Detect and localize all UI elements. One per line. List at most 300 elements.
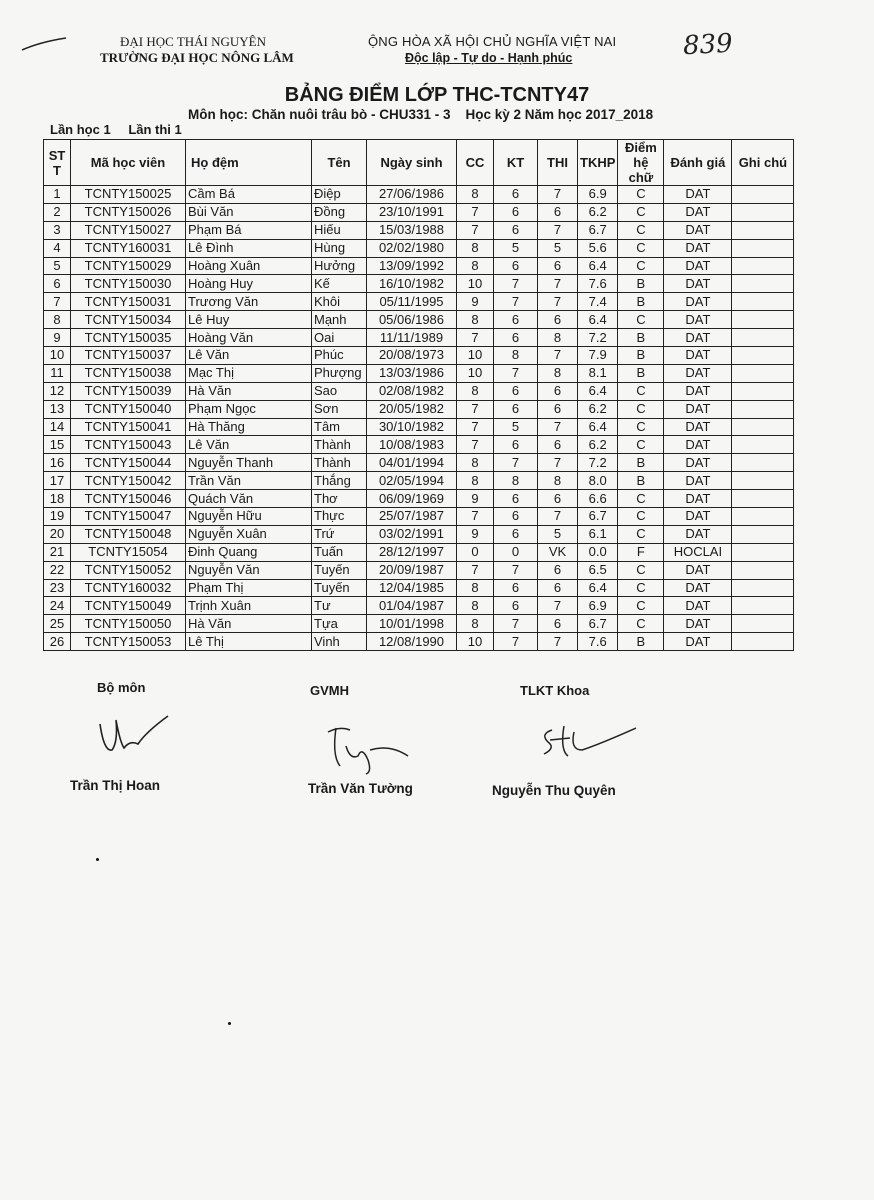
cell-student-id: TCNTY150049: [71, 597, 186, 615]
signature-title-lecturer: GVMH: [310, 683, 349, 698]
column-header-first-name: Tên: [312, 140, 367, 186]
cell-note: [732, 615, 794, 633]
cell-tkhp: 6.5: [578, 561, 618, 579]
cell-student-id: TCNTY150040: [71, 400, 186, 418]
cell-note: [732, 329, 794, 347]
cell-letter-grade: C: [618, 490, 664, 508]
cell-birth-date: 10/08/1983: [367, 436, 457, 454]
cell-middle-name: Trần Văn: [186, 472, 312, 490]
cell-student-id: TCNTY150029: [71, 257, 186, 275]
cell-cc: 7: [457, 561, 494, 579]
cell-middle-name: Lê Huy: [186, 311, 312, 329]
cell-student-id: TCNTY150053: [71, 633, 186, 651]
cell-tkhp: 6.4: [578, 257, 618, 275]
cell-kt: 8: [494, 472, 538, 490]
pen-stroke-mark: [20, 36, 70, 52]
cell-stt: 26: [44, 633, 71, 651]
cell-cc: 7: [457, 418, 494, 436]
cell-kt: 7: [494, 293, 538, 311]
signature-name-department: Trần Thị Hoan: [70, 778, 161, 793]
cell-letter-grade: C: [618, 579, 664, 597]
cell-note: [732, 454, 794, 472]
cell-kt: 5: [494, 418, 538, 436]
table-row: [44, 239, 794, 257]
column-header-kt: KT: [494, 140, 538, 186]
cell-letter-grade: C: [618, 186, 664, 204]
cell-kt: 6: [494, 257, 538, 275]
cell-letter-grade: C: [618, 436, 664, 454]
cell-birth-date: 28/12/1997: [367, 543, 457, 561]
cell-cc: 8: [457, 257, 494, 275]
column-header-middle-name: Họ đệm: [186, 140, 312, 186]
cell-middle-name: Trương Văn: [186, 293, 312, 311]
cell-middle-name: Đinh Quang: [186, 543, 312, 561]
signature-department: [90, 712, 180, 762]
cell-note: [732, 543, 794, 561]
cell-student-id: TCNTY150048: [71, 525, 186, 543]
cell-stt: 12: [44, 382, 71, 400]
cell-note: [732, 525, 794, 543]
table-row: [44, 364, 794, 382]
table-row: [44, 490, 794, 508]
attempt-line: [50, 122, 196, 137]
cell-student-id: TCNTY150038: [71, 364, 186, 382]
cell-evaluation: DAT: [664, 382, 732, 400]
cell-first-name: Sao: [312, 382, 367, 400]
cell-thi: 6: [538, 436, 578, 454]
column-header-tkhp: TKHP: [578, 140, 618, 186]
column-header-student-id: Mã học viên: [71, 140, 186, 186]
cell-thi: 5: [538, 525, 578, 543]
cell-note: [732, 203, 794, 221]
cell-student-id: TCNTY150037: [71, 347, 186, 365]
cell-first-name: Thành: [312, 454, 367, 472]
cell-note: [732, 382, 794, 400]
table-row: [44, 525, 794, 543]
cell-letter-grade: C: [618, 418, 664, 436]
cell-cc: 7: [457, 436, 494, 454]
table-row: [44, 203, 794, 221]
cell-student-id: TCNTY15054: [71, 543, 186, 561]
cell-evaluation: DAT: [664, 293, 732, 311]
cell-thi: 8: [538, 364, 578, 382]
cell-note: [732, 239, 794, 257]
cell-kt: 8: [494, 347, 538, 365]
table-row: [44, 257, 794, 275]
cell-evaluation: DAT: [664, 597, 732, 615]
cell-birth-date: 06/09/1969: [367, 490, 457, 508]
cell-evaluation: DAT: [664, 221, 732, 239]
cell-thi: 7: [538, 186, 578, 204]
cell-tkhp: 7.6: [578, 633, 618, 651]
cell-kt: 7: [494, 633, 538, 651]
cell-evaluation: DAT: [664, 186, 732, 204]
column-header-cc: CC: [457, 140, 494, 186]
cell-birth-date: 20/08/1973: [367, 347, 457, 365]
cell-stt: 4: [44, 239, 71, 257]
cell-letter-grade: C: [618, 561, 664, 579]
cell-student-id: TCNTY150041: [71, 418, 186, 436]
cell-evaluation: DAT: [664, 329, 732, 347]
cell-cc: 7: [457, 508, 494, 526]
table-row: [44, 543, 794, 561]
cell-stt: 14: [44, 418, 71, 436]
cell-letter-grade: C: [618, 221, 664, 239]
cell-birth-date: 13/03/1986: [367, 364, 457, 382]
cell-cc: 10: [457, 275, 494, 293]
cell-note: [732, 597, 794, 615]
cell-cc: 9: [457, 525, 494, 543]
cell-stt: 20: [44, 525, 71, 543]
university-name: ĐẠI HỌC THÁI NGUYÊN: [120, 34, 266, 49]
cell-thi: 6: [538, 615, 578, 633]
cell-first-name: Đồng: [312, 203, 367, 221]
cell-thi: 6: [538, 203, 578, 221]
cell-note: [732, 490, 794, 508]
cell-first-name: Tuyến: [312, 579, 367, 597]
subject-line: Môn học: Chăn nuôi trâu bò - CHU331 - 3 Học kỳ 2 Năm học 2017_2018: [188, 107, 654, 122]
cell-tkhp: 7.6: [578, 275, 618, 293]
cell-evaluation: DAT: [664, 257, 732, 275]
cell-cc: 8: [457, 472, 494, 490]
cell-student-id: TCNTY150034: [71, 311, 186, 329]
cell-tkhp: 6.2: [578, 400, 618, 418]
cell-evaluation: DAT: [664, 490, 732, 508]
cell-tkhp: 6.2: [578, 203, 618, 221]
cell-kt: 6: [494, 508, 538, 526]
cell-birth-date: 05/06/1986: [367, 311, 457, 329]
cell-first-name: Tâm: [312, 418, 367, 436]
cell-middle-name: Hà Văn: [186, 615, 312, 633]
cell-first-name: Thắng: [312, 472, 367, 490]
cell-stt: 19: [44, 508, 71, 526]
table-row: [44, 597, 794, 615]
cell-evaluation: DAT: [664, 400, 732, 418]
cell-thi: 8: [538, 472, 578, 490]
cell-birth-date: 02/02/1980: [367, 239, 457, 257]
cell-first-name: Mạnh: [312, 311, 367, 329]
cell-first-name: Hưởng: [312, 257, 367, 275]
cell-kt: 6: [494, 436, 538, 454]
cell-cc: 8: [457, 597, 494, 615]
cell-stt: 16: [44, 454, 71, 472]
column-header-evaluation: Đánh giá: [664, 140, 732, 186]
column-header-stt: ST T: [44, 140, 71, 186]
cell-evaluation: DAT: [664, 454, 732, 472]
cell-middle-name: Lê Văn: [186, 436, 312, 454]
signature-name-faculty: Nguyễn Thu Quyên: [492, 783, 616, 798]
handwritten-page-number: 839: [682, 28, 734, 62]
cell-evaluation: DAT: [664, 436, 732, 454]
cell-thi: 5: [538, 239, 578, 257]
table-row: [44, 454, 794, 472]
cell-middle-name: Phạm Bá: [186, 221, 312, 239]
column-header-note: Ghi chú: [732, 140, 794, 186]
cell-student-id: TCNTY150035: [71, 329, 186, 347]
exam-attempt: Lần thi 1: [128, 122, 182, 137]
cell-cc: 8: [457, 186, 494, 204]
cell-stt: 17: [44, 472, 71, 490]
cell-first-name: Hiếu: [312, 221, 367, 239]
cell-kt: 0: [494, 543, 538, 561]
cell-kt: 6: [494, 597, 538, 615]
cell-evaluation: DAT: [664, 311, 732, 329]
cell-kt: 7: [494, 454, 538, 472]
cell-evaluation: DAT: [664, 561, 732, 579]
table-row: [44, 508, 794, 526]
cell-tkhp: 7.4: [578, 293, 618, 311]
signature-title-faculty: TLKT Khoa: [520, 683, 590, 698]
table-row: [44, 293, 794, 311]
cell-letter-grade: B: [618, 454, 664, 472]
cell-birth-date: 13/09/1992: [367, 257, 457, 275]
cell-stt: 10: [44, 347, 71, 365]
cell-cc: 0: [457, 543, 494, 561]
cell-note: [732, 561, 794, 579]
cell-tkhp: 6.6: [578, 490, 618, 508]
cell-kt: 7: [494, 275, 538, 293]
cell-middle-name: Hoàng Huy: [186, 275, 312, 293]
cell-kt: 7: [494, 561, 538, 579]
cell-letter-grade: B: [618, 275, 664, 293]
cell-cc: 9: [457, 490, 494, 508]
cell-thi: 8: [538, 329, 578, 347]
cell-cc: 8: [457, 615, 494, 633]
cell-first-name: Khôi: [312, 293, 367, 311]
cell-stt: 3: [44, 221, 71, 239]
cell-middle-name: Lê Thị: [186, 633, 312, 651]
cell-note: [732, 364, 794, 382]
cell-cc: 9: [457, 293, 494, 311]
cell-letter-grade: C: [618, 508, 664, 526]
cell-kt: 6: [494, 400, 538, 418]
cell-tkhp: 8.1: [578, 364, 618, 382]
table-row: [44, 615, 794, 633]
cell-letter-grade: C: [618, 382, 664, 400]
table-row: [44, 382, 794, 400]
cell-tkhp: 6.9: [578, 597, 618, 615]
cell-middle-name: Quách Văn: [186, 490, 312, 508]
cell-cc: 8: [457, 579, 494, 597]
cell-stt: 7: [44, 293, 71, 311]
cell-birth-date: 30/10/1982: [367, 418, 457, 436]
cell-cc: 8: [457, 454, 494, 472]
cell-letter-grade: C: [618, 203, 664, 221]
cell-kt: 6: [494, 221, 538, 239]
cell-middle-name: Mạc Thị: [186, 364, 312, 382]
cell-tkhp: 6.7: [578, 508, 618, 526]
cell-stt: 18: [44, 490, 71, 508]
cell-birth-date: 20/05/1982: [367, 400, 457, 418]
table-row: [44, 561, 794, 579]
column-header-thi: THI: [538, 140, 578, 186]
cell-letter-grade: F: [618, 543, 664, 561]
cell-stt: 23: [44, 579, 71, 597]
signature-faculty: [530, 720, 640, 765]
cell-student-id: TCNTY150047: [71, 508, 186, 526]
cell-cc: 10: [457, 347, 494, 365]
cell-student-id: TCNTY150026: [71, 203, 186, 221]
cell-letter-grade: C: [618, 615, 664, 633]
cell-stt: 6: [44, 275, 71, 293]
cell-tkhp: 6.4: [578, 418, 618, 436]
grades-table: [43, 139, 794, 651]
cell-middle-name: Hà Văn: [186, 382, 312, 400]
cell-note: [732, 579, 794, 597]
cell-thi: 7: [538, 221, 578, 239]
cell-kt: 6: [494, 186, 538, 204]
cell-tkhp: 6.1: [578, 525, 618, 543]
cell-evaluation: DAT: [664, 347, 732, 365]
cell-thi: 7: [538, 508, 578, 526]
cell-student-id: TCNTY150031: [71, 293, 186, 311]
cell-thi: 7: [538, 418, 578, 436]
cell-thi: 7: [538, 347, 578, 365]
cell-cc: 7: [457, 329, 494, 347]
cell-birth-date: 20/09/1987: [367, 561, 457, 579]
cell-birth-date: 03/02/1991: [367, 525, 457, 543]
cell-thi: 7: [538, 293, 578, 311]
table-body: [44, 186, 794, 651]
table-row: [44, 329, 794, 347]
cell-thi: 6: [538, 382, 578, 400]
cell-middle-name: Nguyễn Xuân: [186, 525, 312, 543]
cell-student-id: TCNTY160031: [71, 239, 186, 257]
cell-first-name: Sơn: [312, 400, 367, 418]
cell-letter-grade: C: [618, 525, 664, 543]
cell-cc: 8: [457, 239, 494, 257]
cell-note: [732, 472, 794, 490]
table-row: [44, 579, 794, 597]
cell-evaluation: DAT: [664, 275, 732, 293]
cell-cc: 7: [457, 203, 494, 221]
cell-note: [732, 347, 794, 365]
cell-first-name: Thơ: [312, 490, 367, 508]
cell-note: [732, 293, 794, 311]
cell-birth-date: 23/10/1991: [367, 203, 457, 221]
cell-tkhp: 6.4: [578, 311, 618, 329]
ink-speck: [96, 858, 99, 861]
cell-birth-date: 16/10/1982: [367, 275, 457, 293]
cell-tkhp: 6.7: [578, 615, 618, 633]
school-name: TRƯỜNG ĐẠI HỌC NÔNG LÂM: [100, 50, 294, 65]
cell-stt: 2: [44, 203, 71, 221]
cell-thi: 6: [538, 490, 578, 508]
cell-note: [732, 275, 794, 293]
cell-middle-name: Trịnh Xuân: [186, 597, 312, 615]
cell-student-id: TCNTY150025: [71, 186, 186, 204]
cell-first-name: Oai: [312, 329, 367, 347]
cell-note: [732, 508, 794, 526]
cell-evaluation: DAT: [664, 525, 732, 543]
column-header-birth-date: Ngày sinh: [367, 140, 457, 186]
cell-tkhp: 7.2: [578, 329, 618, 347]
cell-stt: 11: [44, 364, 71, 382]
cell-birth-date: 12/04/1985: [367, 579, 457, 597]
cell-first-name: Tuyến: [312, 561, 367, 579]
cell-tkhp: 8.0: [578, 472, 618, 490]
table-row: [44, 275, 794, 293]
cell-first-name: Kế: [312, 275, 367, 293]
study-attempt: Lần học 1: [50, 122, 111, 137]
cell-note: [732, 221, 794, 239]
cell-first-name: Phượng: [312, 364, 367, 382]
cell-middle-name: Hà Thăng: [186, 418, 312, 436]
cell-student-id: TCNTY150043: [71, 436, 186, 454]
cell-first-name: Tuấn: [312, 543, 367, 561]
cell-evaluation: DAT: [664, 239, 732, 257]
cell-birth-date: 11/11/1989: [367, 329, 457, 347]
cell-kt: 6: [494, 329, 538, 347]
cell-kt: 6: [494, 525, 538, 543]
cell-cc: 7: [457, 400, 494, 418]
table-row: [44, 186, 794, 204]
cell-evaluation: DAT: [664, 418, 732, 436]
cell-kt: 7: [494, 615, 538, 633]
cell-note: [732, 311, 794, 329]
cell-thi: 6: [538, 400, 578, 418]
cell-evaluation: DAT: [664, 203, 732, 221]
cell-birth-date: 10/01/1998: [367, 615, 457, 633]
cell-kt: 6: [494, 579, 538, 597]
cell-thi: 6: [538, 579, 578, 597]
cell-student-id: TCNTY160032: [71, 579, 186, 597]
cell-tkhp: 6.7: [578, 221, 618, 239]
cell-note: [732, 186, 794, 204]
cell-birth-date: 27/06/1986: [367, 186, 457, 204]
cell-first-name: Thành: [312, 436, 367, 454]
cell-middle-name: Nguyễn Văn: [186, 561, 312, 579]
cell-stt: 9: [44, 329, 71, 347]
table-row: [44, 418, 794, 436]
cell-birth-date: 25/07/1987: [367, 508, 457, 526]
cell-cc: 10: [457, 633, 494, 651]
cell-thi: 6: [538, 257, 578, 275]
cell-stt: 24: [44, 597, 71, 615]
cell-student-id: TCNTY150039: [71, 382, 186, 400]
cell-stt: 25: [44, 615, 71, 633]
cell-first-name: Điệp: [312, 186, 367, 204]
table-header-row: [44, 140, 794, 186]
cell-birth-date: 02/05/1994: [367, 472, 457, 490]
national-motto: Độc lập - Tự do - Hạnh phúc: [405, 51, 573, 65]
cell-thi: 7: [538, 454, 578, 472]
cell-birth-date: 04/01/1994: [367, 454, 457, 472]
cell-thi: 6: [538, 311, 578, 329]
page-title: BẢNG ĐIỂM LỚP THC-TCNTY47: [284, 84, 590, 106]
cell-student-id: TCNTY150052: [71, 561, 186, 579]
cell-letter-grade: B: [618, 329, 664, 347]
cell-tkhp: 6.2: [578, 436, 618, 454]
cell-stt: 8: [44, 311, 71, 329]
cell-thi: 7: [538, 597, 578, 615]
cell-first-name: Thực: [312, 508, 367, 526]
cell-tkhp: 7.9: [578, 347, 618, 365]
cell-student-id: TCNTY150030: [71, 275, 186, 293]
cell-middle-name: Phạm Ngọc: [186, 400, 312, 418]
ink-speck: [228, 1022, 231, 1025]
cell-stt: 21: [44, 543, 71, 561]
cell-thi: VK: [538, 543, 578, 561]
table-row: [44, 347, 794, 365]
cell-student-id: TCNTY150050: [71, 615, 186, 633]
cell-evaluation: DAT: [664, 508, 732, 526]
cell-letter-grade: B: [618, 472, 664, 490]
cell-middle-name: Nguyễn Hữu: [186, 508, 312, 526]
cell-tkhp: 5.6: [578, 239, 618, 257]
cell-kt: 6: [494, 490, 538, 508]
cell-note: [732, 633, 794, 651]
